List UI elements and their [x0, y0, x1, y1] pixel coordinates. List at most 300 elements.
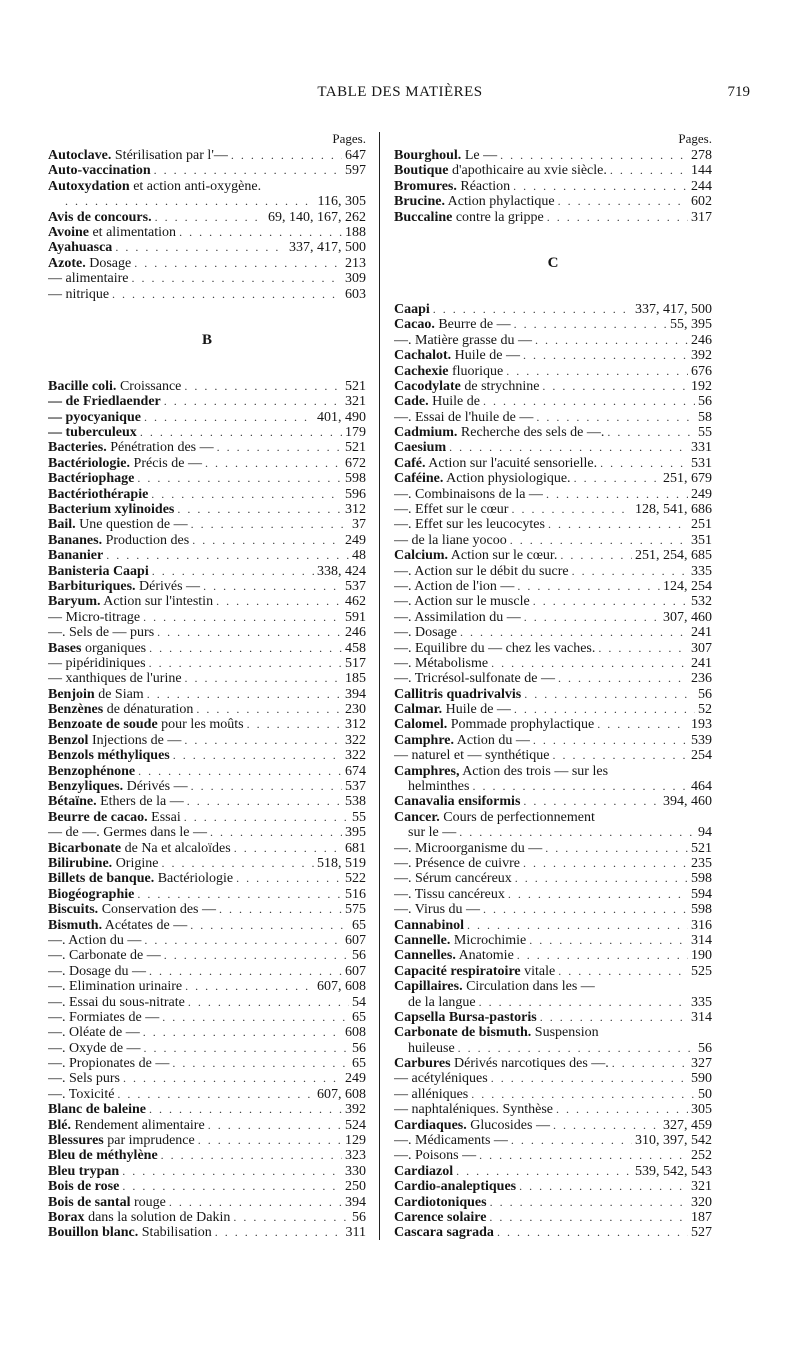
dot-leader — [523, 794, 660, 809]
entry-term — [48, 179, 261, 194]
entry-subject: — acétyléniques — [394, 1071, 488, 1087]
entry-pages: 607, 608 — [317, 1086, 366, 1102]
dot-leader — [233, 1210, 349, 1225]
index-entry — [394, 440, 712, 455]
entry-subject: —. Virus du — — [394, 902, 481, 918]
index-entry — [394, 471, 712, 486]
entry-headword: Café. — [394, 455, 426, 471]
entry-headword: Azote. — [48, 255, 86, 271]
entry-subject: Microchimie — [450, 932, 527, 948]
entry-subject: Action des trois — sur les — [459, 763, 609, 779]
dot-leader — [514, 317, 667, 332]
index-entry — [48, 502, 366, 517]
entry-term — [48, 779, 188, 794]
entry-pages: 525 — [691, 963, 712, 979]
entry-subject: —. Poisons — — [394, 1148, 477, 1164]
entry-subject: de strychnine — [460, 378, 540, 394]
dot-leader — [479, 1148, 688, 1163]
entry-term — [394, 779, 469, 794]
entry-term — [394, 148, 497, 163]
index-entry — [394, 379, 712, 394]
entry-term — [48, 487, 148, 502]
index-entry — [394, 564, 712, 579]
entry-term — [394, 1087, 468, 1102]
dot-leader — [177, 502, 342, 517]
entry-term — [394, 317, 511, 332]
entry-pages: 56 — [352, 948, 366, 964]
entry-subject: Le — — [461, 148, 498, 163]
dot-leader — [533, 733, 688, 748]
entry-subject: Recherche des sels de —. — [457, 425, 605, 441]
dot-leader — [433, 302, 632, 317]
index-entry — [48, 1056, 366, 1071]
dot-leader — [508, 887, 688, 902]
entry-subject: Action du — — [454, 732, 530, 748]
entry-term — [394, 410, 533, 425]
index-entry — [394, 918, 712, 933]
entry-subject: — naturel et — synthétique — [394, 748, 550, 764]
entry-headword: Cannelle. — [394, 932, 451, 948]
entry-pages: 65 — [352, 917, 366, 933]
dot-leader — [500, 148, 688, 163]
entry-pages: 192 — [691, 378, 712, 394]
entry-headword: Callitris quadrivalvis — [394, 686, 522, 702]
entry-pages: 464 — [691, 779, 712, 795]
entry-subject: Action sur le cœur. — [448, 548, 558, 564]
entry-subject: —. Tricrésol-sulfonate de — — [394, 671, 555, 687]
entry-term — [394, 871, 512, 886]
index-entry — [48, 871, 366, 886]
entry-subject: pour les moûts — [157, 717, 244, 733]
entry-pages: 37 — [352, 517, 366, 533]
entry-term — [394, 948, 514, 963]
dot-leader — [196, 702, 342, 717]
index-entry — [394, 825, 712, 840]
entry-pages: 314 — [691, 932, 712, 948]
entry-term — [48, 995, 185, 1010]
entry-subject: —. Action sur le muscle — [394, 594, 530, 610]
index-entry — [48, 425, 366, 440]
entry-pages: 52 — [698, 702, 712, 718]
entry-term — [48, 964, 146, 979]
dot-leader — [161, 856, 314, 871]
entry-headword: Bourghoul. — [394, 148, 462, 163]
index-entry — [394, 502, 712, 517]
entry-subject: de Na et alcaloïdes — [121, 840, 231, 856]
index-entry — [394, 610, 712, 625]
page-number: 719 — [727, 84, 750, 100]
entry-pages: 607 — [345, 963, 366, 979]
dot-leader — [144, 410, 314, 425]
entry-pages: 190 — [691, 948, 712, 964]
entry-headword: Cadmium. — [394, 425, 458, 441]
entry-term — [48, 1102, 146, 1117]
dot-leader — [164, 948, 349, 963]
index-entry — [48, 1087, 366, 1102]
index-entry — [48, 856, 366, 871]
index-entry — [394, 902, 712, 917]
index-entry — [48, 1041, 366, 1056]
dot-leader — [134, 256, 342, 271]
index-entry — [394, 1025, 712, 1040]
entry-term — [48, 1210, 230, 1225]
entry-subject: Stabilisation — [138, 1225, 212, 1241]
entry-pages: 522 — [345, 871, 366, 887]
entry-pages: 307, 460 — [663, 609, 712, 625]
entry-pages: 674 — [345, 763, 366, 779]
dot-leader — [172, 1056, 349, 1071]
entry-term — [394, 179, 510, 194]
entry-headword: Bacille coli. — [48, 378, 117, 394]
entry-pages: 608 — [345, 1025, 366, 1041]
dot-leader — [545, 841, 688, 856]
index-entry — [394, 517, 712, 532]
index-entry — [394, 1225, 712, 1240]
dot-leader — [192, 533, 342, 548]
entry-term — [48, 610, 140, 625]
entry-subject: contre la grippe — [452, 209, 544, 225]
index-entry — [394, 1179, 712, 1194]
index-entry — [48, 764, 366, 779]
dot-leader — [517, 579, 660, 594]
entry-term — [394, 364, 503, 379]
index-entry — [48, 810, 366, 825]
index-entry — [48, 163, 366, 178]
entry-pages: 55 — [698, 425, 712, 441]
dot-leader — [187, 794, 342, 809]
entry-subject: Huile de — — [451, 348, 520, 364]
index-entry — [394, 964, 712, 979]
entry-term — [394, 348, 520, 363]
index-entry — [394, 1087, 712, 1102]
entry-subject: — nitrique — [48, 286, 110, 302]
entry-headword: Cardiotoniques — [394, 1194, 487, 1210]
entry-subject: — xanthiques de l'urine — [48, 671, 182, 687]
dot-leader — [184, 379, 342, 394]
entry-term — [48, 287, 109, 302]
entry-headword: Benjoin — [48, 686, 95, 702]
entry-pages: 327, 459 — [663, 1117, 712, 1133]
index-entry — [48, 825, 366, 840]
entry-pages: 185 — [345, 671, 366, 687]
index-entry — [394, 579, 712, 594]
dot-leader — [574, 471, 660, 486]
dot-leader — [149, 641, 342, 656]
entry-headword: Cacodylate — [394, 378, 461, 394]
entry-pages: 327 — [691, 1056, 712, 1072]
entry-term — [48, 825, 207, 840]
index-entry — [394, 687, 712, 702]
entry-subject: organiques — [81, 640, 147, 656]
index-entry — [394, 487, 712, 502]
entry-term — [48, 948, 161, 963]
entry-pages: 322 — [345, 748, 366, 764]
entry-pages: 320 — [691, 1194, 712, 1210]
entry-pages: 312 — [345, 717, 366, 733]
index-entry — [48, 564, 366, 579]
entry-subject: de dénaturation — [103, 702, 194, 718]
entry-subject: Pommade prophylactique — [447, 717, 595, 733]
index-entry — [394, 456, 712, 471]
entry-subject: Dosage — [85, 255, 132, 271]
entry-headword: Banisteria Caapi — [48, 563, 149, 579]
entry-term — [48, 856, 158, 871]
index-entry — [394, 1164, 712, 1179]
dot-leader — [553, 748, 688, 763]
entry-headword: Bactériothérapie — [48, 486, 149, 502]
entry-term — [394, 733, 530, 748]
entry-term — [394, 841, 542, 856]
entry-subject: —. Dosage — [394, 625, 457, 641]
entry-subject: Précis de — — [130, 455, 202, 471]
entry-subject: —. Elimination urinaire — [48, 979, 183, 995]
entry-pages: 538 — [345, 794, 366, 810]
entry-pages: 179 — [345, 425, 366, 441]
entry-subject: —. Action du — — [48, 932, 142, 948]
index-entry — [48, 918, 366, 933]
index-entry — [48, 641, 366, 656]
running-title: TABLE DES MATIÈRES — [317, 84, 483, 100]
entry-pages: 56 — [698, 686, 712, 702]
entry-pages: 392 — [691, 348, 712, 364]
dot-leader — [612, 1056, 688, 1071]
index-entry — [48, 225, 366, 240]
entry-term — [394, 1225, 494, 1240]
dot-leader — [497, 1225, 688, 1240]
index-entry — [394, 1148, 712, 1163]
column-divider — [379, 132, 380, 1240]
dot-leader — [556, 1102, 688, 1117]
entry-headword: Cannabinol — [394, 917, 465, 933]
entry-headword: Brucine. — [394, 194, 445, 210]
entry-headword: Bleu de méthylène — [48, 1148, 158, 1164]
dot-leader — [140, 425, 342, 440]
entry-pages: 188 — [345, 224, 366, 240]
index-entry — [48, 979, 366, 994]
index-entry — [48, 456, 366, 471]
index-entry — [48, 471, 366, 486]
entry-pages: 278 — [691, 148, 712, 163]
index-entry — [48, 948, 366, 963]
entry-term — [394, 194, 555, 209]
index-entry — [394, 533, 712, 548]
entry-pages: 55, 395 — [670, 317, 712, 333]
dot-leader — [191, 779, 342, 794]
entry-headword: Camphre. — [394, 732, 455, 748]
entry-pages: 394, 460 — [663, 794, 712, 810]
index-entry — [394, 841, 712, 856]
entry-pages: 249 — [691, 486, 712, 502]
dot-leader — [514, 702, 695, 717]
entry-term — [48, 794, 184, 809]
entry-term — [48, 594, 213, 609]
entry-pages: 521 — [345, 378, 366, 394]
dot-leader — [131, 271, 342, 286]
entry-pages: 244 — [691, 178, 712, 194]
entry-pages: 321 — [345, 394, 366, 410]
index-entry — [394, 1133, 712, 1148]
dot-leader — [547, 210, 688, 225]
dot-leader — [65, 194, 315, 209]
entry-pages: 50 — [698, 1086, 712, 1102]
dot-leader — [479, 995, 688, 1010]
dot-leader — [162, 1010, 349, 1025]
entry-headword: Cacao. — [394, 317, 435, 333]
entry-term — [48, 687, 144, 702]
entry-subject: —. Essai de l'huile de — — [394, 409, 534, 425]
dot-leader — [149, 964, 342, 979]
entry-pages: 249 — [345, 532, 366, 548]
index-entry — [48, 148, 366, 163]
entry-term — [394, 440, 446, 455]
dot-leader — [147, 687, 342, 702]
index-entry — [48, 733, 366, 748]
index-entry — [394, 948, 712, 963]
entry-pages: 392 — [345, 1102, 366, 1118]
entry-term — [394, 487, 543, 502]
entry-term — [394, 764, 608, 779]
entry-subject: dans la solution de Dakin — [84, 1209, 231, 1225]
entry-subject: — naphtaléniques. Synthèse — [394, 1102, 554, 1118]
entry-term — [48, 148, 228, 163]
entry-headword: Bouillon blanc. — [48, 1225, 139, 1241]
entry-term — [394, 687, 521, 702]
entry-term — [48, 979, 182, 994]
entry-pages: 187 — [691, 1209, 712, 1225]
dot-leader — [558, 194, 688, 209]
entry-term — [48, 1010, 159, 1025]
entry-pages: 395 — [345, 825, 366, 841]
dot-leader — [533, 594, 688, 609]
entry-pages: 56 — [352, 1040, 366, 1056]
entry-term — [48, 1195, 166, 1210]
entry-pages: 58 — [698, 409, 712, 425]
entry-term — [394, 333, 532, 348]
entry-subject: —. Equilibre du — chez les vaches. — [394, 640, 596, 656]
entry-subject: —. Médicaments — — [394, 1133, 508, 1149]
dot-leader — [191, 517, 349, 532]
index-entry — [394, 163, 712, 178]
entry-pages: 251 — [691, 517, 712, 533]
dot-leader — [489, 1210, 688, 1225]
entry-pages: 322 — [345, 732, 366, 748]
entry-pages: 254 — [691, 748, 712, 764]
dot-leader — [510, 533, 688, 548]
index-entry — [48, 240, 366, 255]
entry-pages: 338, 424 — [317, 563, 366, 579]
entry-pages: 394 — [345, 1194, 366, 1210]
index-entry — [48, 533, 366, 548]
entry-term — [394, 887, 505, 902]
entry-subject: Glucosides — — [466, 1117, 550, 1133]
entry-term — [48, 533, 189, 548]
entry-pages: 193 — [691, 717, 712, 733]
entry-term — [48, 671, 182, 686]
entry-pages: 462 — [345, 594, 366, 610]
index-entry — [48, 841, 366, 856]
entry-term — [48, 579, 200, 594]
index-entry — [394, 779, 712, 794]
entry-subject: —. Sels purs — [48, 1071, 120, 1087]
entry-term — [394, 964, 555, 979]
entry-subject: rouge — [130, 1194, 166, 1210]
entry-pages: 144 — [691, 163, 712, 179]
entry-subject: — de —. Germes dans le — — [48, 825, 208, 841]
index-entry — [48, 1225, 366, 1240]
entry-headword: Capsella Bursa-pastoris — [394, 1009, 537, 1025]
entry-headword: Benzols méthyliques — [48, 748, 170, 764]
entry-pages: 305 — [691, 1102, 712, 1118]
entry-subject: sur le — — [408, 825, 457, 841]
entry-headword: Bananes. — [48, 532, 103, 548]
entry-pages: 241 — [691, 655, 712, 671]
entry-pages: 539, 542, 543 — [635, 1163, 712, 1179]
dot-leader — [546, 487, 688, 502]
dot-leader — [164, 394, 342, 409]
dot-leader — [161, 1148, 342, 1163]
dot-leader — [106, 548, 349, 563]
index-entry — [48, 717, 366, 732]
entry-subject: —. Formiates de — — [48, 1009, 160, 1025]
dot-leader — [184, 733, 342, 748]
entry-term — [48, 502, 174, 517]
dot-leader — [472, 779, 688, 794]
entry-pages: 521 — [691, 840, 712, 856]
index-entry — [48, 1148, 366, 1163]
dot-leader — [558, 671, 688, 686]
entry-subject: huileuse — [408, 1040, 455, 1056]
dot-leader — [208, 1118, 342, 1133]
dot-leader — [607, 425, 695, 440]
dot-leader — [231, 148, 342, 163]
entry-subject: Injections de — — [88, 732, 182, 748]
entry-subject: et action anti-oxygène. — [129, 178, 262, 194]
index-entry — [394, 425, 712, 440]
dot-leader — [524, 610, 660, 625]
entry-term — [394, 671, 555, 686]
dot-leader — [234, 841, 342, 856]
entry-headword: Biscuits. — [48, 902, 99, 918]
dot-leader — [519, 1179, 688, 1194]
entry-headword: Autoclave. — [48, 148, 112, 163]
entry-term — [48, 1164, 119, 1179]
dot-leader — [157, 625, 342, 640]
index-entry — [394, 979, 712, 994]
entry-pages: 310, 397, 542 — [635, 1133, 712, 1149]
entry-pages: 647 — [345, 148, 366, 163]
index-entry — [48, 687, 366, 702]
entry-term — [48, 918, 187, 933]
entry-subject: — Micro-titrage — [48, 609, 141, 625]
entry-headword: Cardio-analeptiques — [394, 1179, 517, 1195]
index-entry — [394, 856, 712, 871]
entry-pages: 129 — [345, 1133, 366, 1149]
index-entry — [48, 271, 366, 286]
dot-leader — [205, 456, 342, 471]
entry-pages: 602 — [691, 194, 712, 210]
dot-leader — [572, 564, 688, 579]
dot-leader — [558, 964, 688, 979]
entry-pages: 56 — [698, 394, 712, 410]
entry-subject: Origine — [112, 856, 159, 871]
dot-leader — [236, 871, 342, 886]
entry-headword: Bois de santal — [48, 1194, 131, 1210]
entry-headword: Cardiaques. — [394, 1117, 467, 1133]
entry-headword: Calomel. — [394, 717, 448, 733]
dot-leader — [137, 471, 342, 486]
entry-term — [394, 979, 595, 994]
entry-subject: —. Présence de cuivre — [394, 856, 520, 871]
